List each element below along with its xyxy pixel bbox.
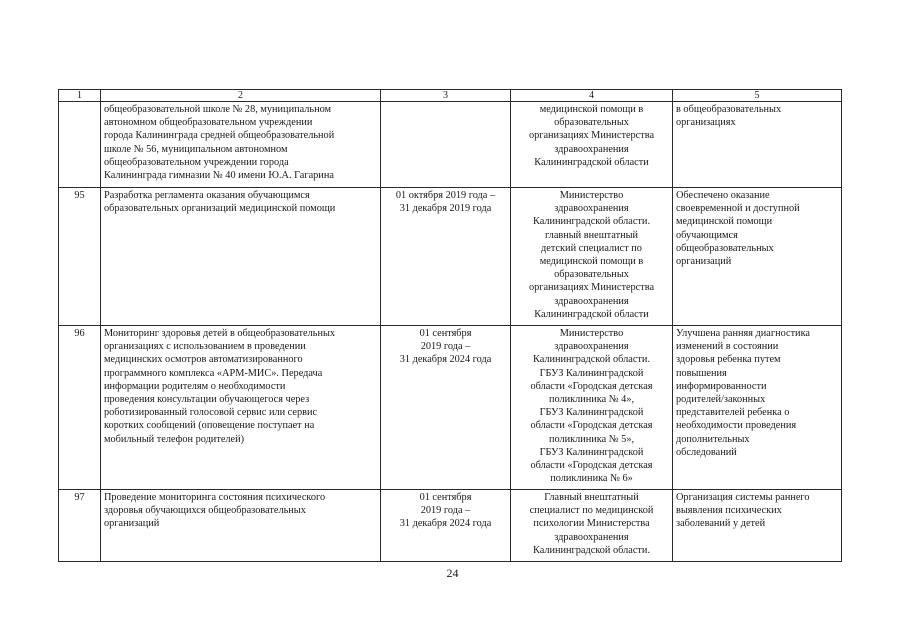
- measure-description: [101, 326, 381, 490]
- cell-line: области «Городская детская: [530, 460, 653, 472]
- cell-line: своевременной и доступной: [676, 203, 800, 215]
- header-row: [59, 90, 842, 102]
- cell-line: главный внештатный: [544, 229, 639, 241]
- page-number: 24: [446, 566, 459, 580]
- cell-line: медицинской помощи в: [539, 256, 644, 268]
- cell-line: 01 сентября: [419, 328, 472, 339]
- cell-line: Улучшена ранняя диагностика: [676, 328, 810, 339]
- cell-line: заболеваний у детей: [676, 518, 766, 530]
- cell-line: Главный внештатный: [544, 492, 639, 503]
- cell-line: проведения консультации обучающегося через: [104, 394, 310, 406]
- cell-line: здравоохранения: [554, 531, 629, 543]
- cell-line: поликлиника № 5»,: [548, 433, 635, 445]
- cell-line: автономном общеобразовательном учреждении: [104, 117, 313, 129]
- cell-line: роботизированный голосовой сервис или сервис: [104, 407, 318, 419]
- cell-line: поликлиника № 6»: [550, 473, 633, 485]
- cell-line: информации родителям о необходимости: [104, 380, 286, 392]
- cell-line: обследований: [676, 446, 737, 458]
- cell-line: дополнительных: [676, 433, 750, 445]
- expected-result: [673, 326, 842, 490]
- cell-line: образовательных организаций медицинской помощи: [104, 203, 336, 215]
- cell-line: образовательных: [554, 117, 629, 129]
- cell-line: области «Городская детская: [530, 420, 653, 432]
- cell-line: Калининградской области.: [532, 354, 651, 366]
- cell-line: информированности: [676, 380, 767, 392]
- cell-line: школе № 56, муниципальном автономном: [104, 143, 288, 155]
- cell-line: здоровья ребенка путем: [676, 354, 781, 366]
- table-row: [59, 326, 842, 490]
- cell-line: 01 октября 2019 года –: [395, 190, 496, 201]
- execution-term: [381, 188, 511, 326]
- column-header-3: 3: [381, 90, 511, 102]
- cell-line: Мониторинг здоровья детей в общеобразовательных: [104, 328, 336, 339]
- cell-line: организаций: [104, 518, 160, 530]
- cell-line: ГБУЗ Калининградской: [539, 446, 644, 458]
- cell-line: Проведение мониторинга состояния психического: [104, 492, 326, 503]
- table-row: [59, 188, 842, 326]
- cell-line: программного комплекса «АРМ-МИС». Передача: [104, 367, 323, 379]
- cell-line: общеобразовательном учреждении города: [104, 156, 289, 168]
- cell-line: образовательных: [554, 269, 629, 281]
- measure-description: [101, 188, 381, 326]
- cell-line: ГБУЗ Калининградской: [539, 407, 644, 419]
- cell-line: здравоохранения: [554, 295, 629, 307]
- responsible-executor: [511, 326, 673, 490]
- cell-line: 01 сентября: [419, 492, 472, 503]
- cell-line: города Калининграда средней общеобразовательной: [104, 130, 335, 142]
- cell-line: поликлиника № 4»,: [548, 394, 635, 406]
- cell-line: медицинской помощи в: [539, 104, 644, 115]
- cell-line: Министерство: [559, 328, 624, 339]
- cell-line: ГБУЗ Калининградской: [539, 367, 644, 379]
- row-number: [59, 102, 101, 188]
- table-row: [59, 102, 842, 188]
- cell-line: Калининградской области: [534, 156, 649, 168]
- responsible-executor: [511, 188, 673, 326]
- cell-line: специалист по медицинской: [529, 505, 654, 517]
- cell-line: Калининградской области: [534, 308, 649, 320]
- cell-line: Калининградской области.: [532, 544, 651, 556]
- column-header-2: 2: [101, 90, 381, 102]
- column-header-5: 5: [673, 90, 842, 102]
- cell-line: в общеобразовательных: [676, 104, 782, 115]
- cell-line: организациях с использованием в проведении: [104, 341, 306, 353]
- cell-line: изменений в состоянии: [676, 341, 779, 353]
- row-number: 95: [59, 188, 101, 326]
- cell-line: родителей/законных: [676, 394, 766, 406]
- cell-line: организациях Министерства: [528, 130, 655, 142]
- cell-line: здоровья обучающихся общеобразовательных: [104, 505, 306, 517]
- cell-line: Обеспечено оказание: [676, 190, 770, 201]
- cell-line: психологии Министерства: [533, 518, 650, 530]
- execution-term: [381, 102, 511, 188]
- column-header-4: 4: [511, 90, 673, 102]
- cell-line: организациях Министерства: [528, 282, 655, 294]
- cell-line: здравоохранения: [554, 143, 629, 155]
- cell-line: медицинской помощи: [676, 216, 773, 228]
- cell-line: Организация системы раннего: [676, 492, 810, 503]
- responsible-executor: [511, 102, 673, 188]
- execution-term: [381, 490, 511, 562]
- execution-term: [381, 326, 511, 490]
- cell-line: 31 декабря 2024 года: [399, 518, 492, 530]
- measure-description: [101, 490, 381, 562]
- plan-table: [58, 89, 842, 562]
- expected-result: [673, 490, 842, 562]
- measure-description: [101, 102, 381, 188]
- cell-line: общеобразовательной школе № 28, муниципальном: [104, 104, 332, 115]
- cell-line: общеобразовательных: [676, 242, 774, 254]
- cell-line: выявления психических: [676, 505, 782, 517]
- cell-line: организаций: [676, 256, 732, 268]
- column-header-1: 1: [59, 90, 101, 102]
- cell-line: медицинских осмотров автоматизированного: [104, 354, 303, 366]
- row-number: 97: [59, 490, 101, 562]
- cell-line: мобильный телефон родителей): [104, 433, 245, 445]
- cell-line: здравоохранения: [554, 341, 629, 353]
- cell-line: Калининграда гимназии № 40 имени Ю.А. Гагарина: [104, 170, 334, 182]
- cell-line: повышения: [676, 367, 727, 379]
- cell-line: Министерство: [559, 190, 624, 201]
- cell-line: организациях: [676, 117, 736, 129]
- cell-line: представителей ребенка о: [676, 407, 790, 419]
- cell-line: Разработка регламента оказания обучающимся: [104, 190, 310, 201]
- cell-line: коротких сообщений (оповещение поступает на: [104, 420, 315, 432]
- row-number: 96: [59, 326, 101, 490]
- cell-line: здравоохранения: [554, 203, 629, 215]
- cell-line: обучающимся: [676, 229, 738, 241]
- cell-line: Калининградской области.: [532, 216, 651, 228]
- cell-line: детский специалист по: [541, 242, 642, 254]
- expected-result: [673, 188, 842, 326]
- table-row: [59, 490, 842, 562]
- cell-line: 2019 года –: [420, 505, 471, 517]
- responsible-executor: [511, 490, 673, 562]
- cell-line: области «Городская детская: [530, 380, 653, 392]
- cell-line: 31 декабря 2024 года: [399, 354, 492, 366]
- expected-result: [673, 102, 842, 188]
- cell-line: необходимости проведения: [676, 420, 797, 432]
- cell-line: 2019 года –: [420, 341, 471, 353]
- cell-line: 31 декабря 2019 года: [399, 203, 492, 215]
